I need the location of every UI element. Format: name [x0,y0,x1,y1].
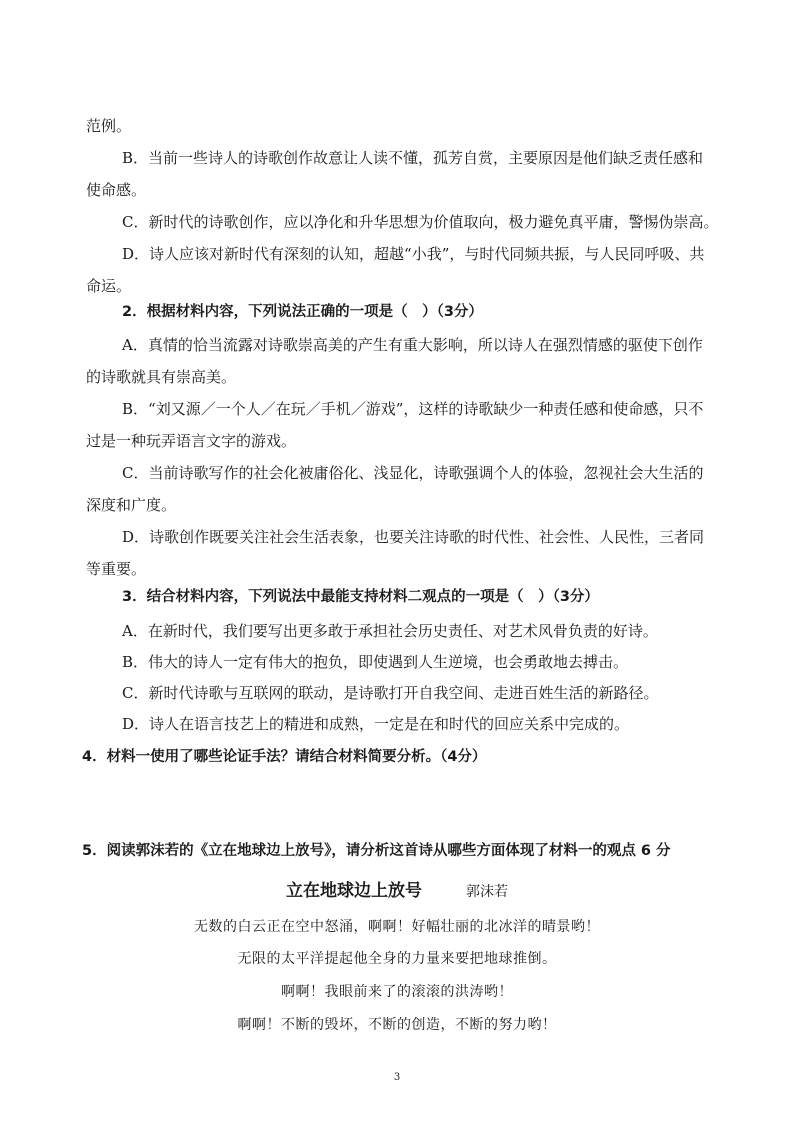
q2-stem: 2．根据材料内容，下列说法正确的一项是（ ）（3分） [122,304,483,320]
poem-line-1: 无数的白云正在空中怒涌，啊啊！好幅壮丽的北冰洋的晴景哟！ [194,919,600,935]
q2-option-c-line2: 深度和广度。 [86,496,177,514]
q2-option-a-line2: 的诗歌就具有崇高美。 [86,368,237,386]
q4-stem: 4．材料一使用了哪些论证手法？请结合材料简要分析。（4分） [82,749,487,765]
poem-heading [0,876,794,901]
poem-line-4: 啊啊！不断的毁坏，不断的创造，不断的努力哟！ [237,1017,557,1033]
poem-title: 立在地球边上放号 [286,881,422,901]
q1-option-a-end: 范例。 [86,117,132,135]
poem-author: 郭沫若 [466,884,508,900]
poem-line-3: 啊啊！我眼前来了的滚滚的洪涛哟！ [281,984,513,1000]
q5-stem: 5．阅读郭沫若的《立在地球边上放号》，请分析这首诗从哪些方面体现了材料一的观点 6 分 [82,843,671,859]
q1-option-c-line1: C．新时代的诗歌创作，应以净化和升华思想为价值取向，极力避免真平庸，警惕伪崇高。 [122,213,719,231]
q2-option-c-line1: C．当前诗歌写作的社会化被庸俗化、浅显化，诗歌强调个人的体验，忽视社会大生活的 [122,464,704,482]
q1-option-b-line1: B．当前一些诗人的诗歌创作故意让人读不懂，孤芳自赏，主要原因是他们缺乏责任感和 [122,149,704,167]
q3-option-c: C．新时代诗歌与互联网的联动，是诗歌打开自我空间、走进百姓生活的新路径。 [122,684,659,702]
q3-option-b: B．伟大的诗人一定有伟大的抱负，即使遇到人生逆境，也会勇敢地去搏击。 [122,653,629,671]
poem-line-2: 无限的太平洋提起他全身的力量来要把地球推倒。 [237,951,557,967]
q2-option-b-line2: 过是一种玩弄语言文字的游戏。 [86,432,297,450]
q2-option-d-line1: D．诗歌创作既要关注社会生活表象，也要关注诗歌的时代性、社会性、人民性，三者同 [122,528,705,546]
q2-option-a-line1: A．真情的恰当流露对诗歌崇高美的产生有重大影响，所以诗人在强烈情感的驱使下创作 [122,336,703,354]
q3-option-a: A．在新时代，我们要写出更多敢于承担社会历史责任、对艺术风骨负责的好诗。 [122,622,658,640]
q1-option-b-line2: 使命感。 [86,181,147,199]
q2-option-d-line2: 等重要。 [86,560,147,578]
page-number: 3 [393,1072,401,1083]
q3-option-d: D．诗人在语言技艺上的精进和成熟，一定是在和时代的回应关系中完成的。 [122,715,630,733]
q3-stem: 3．结合材料内容，下列说法中最能支持材料二观点的一项是（ ）（3分） [122,589,599,605]
q1-option-d-line1: D．诗人应该对新时代有深刻的认知，超越“小我”，与时代同频共振，与人民同呼吸、共 [122,245,705,263]
q1-option-d-line2: 命运。 [86,277,132,295]
q2-option-b-line1: B．“刘又源／一个人／在玩／手机／游戏”，这样的诗歌缺少一种责任感和使命感，只不 [122,400,704,418]
